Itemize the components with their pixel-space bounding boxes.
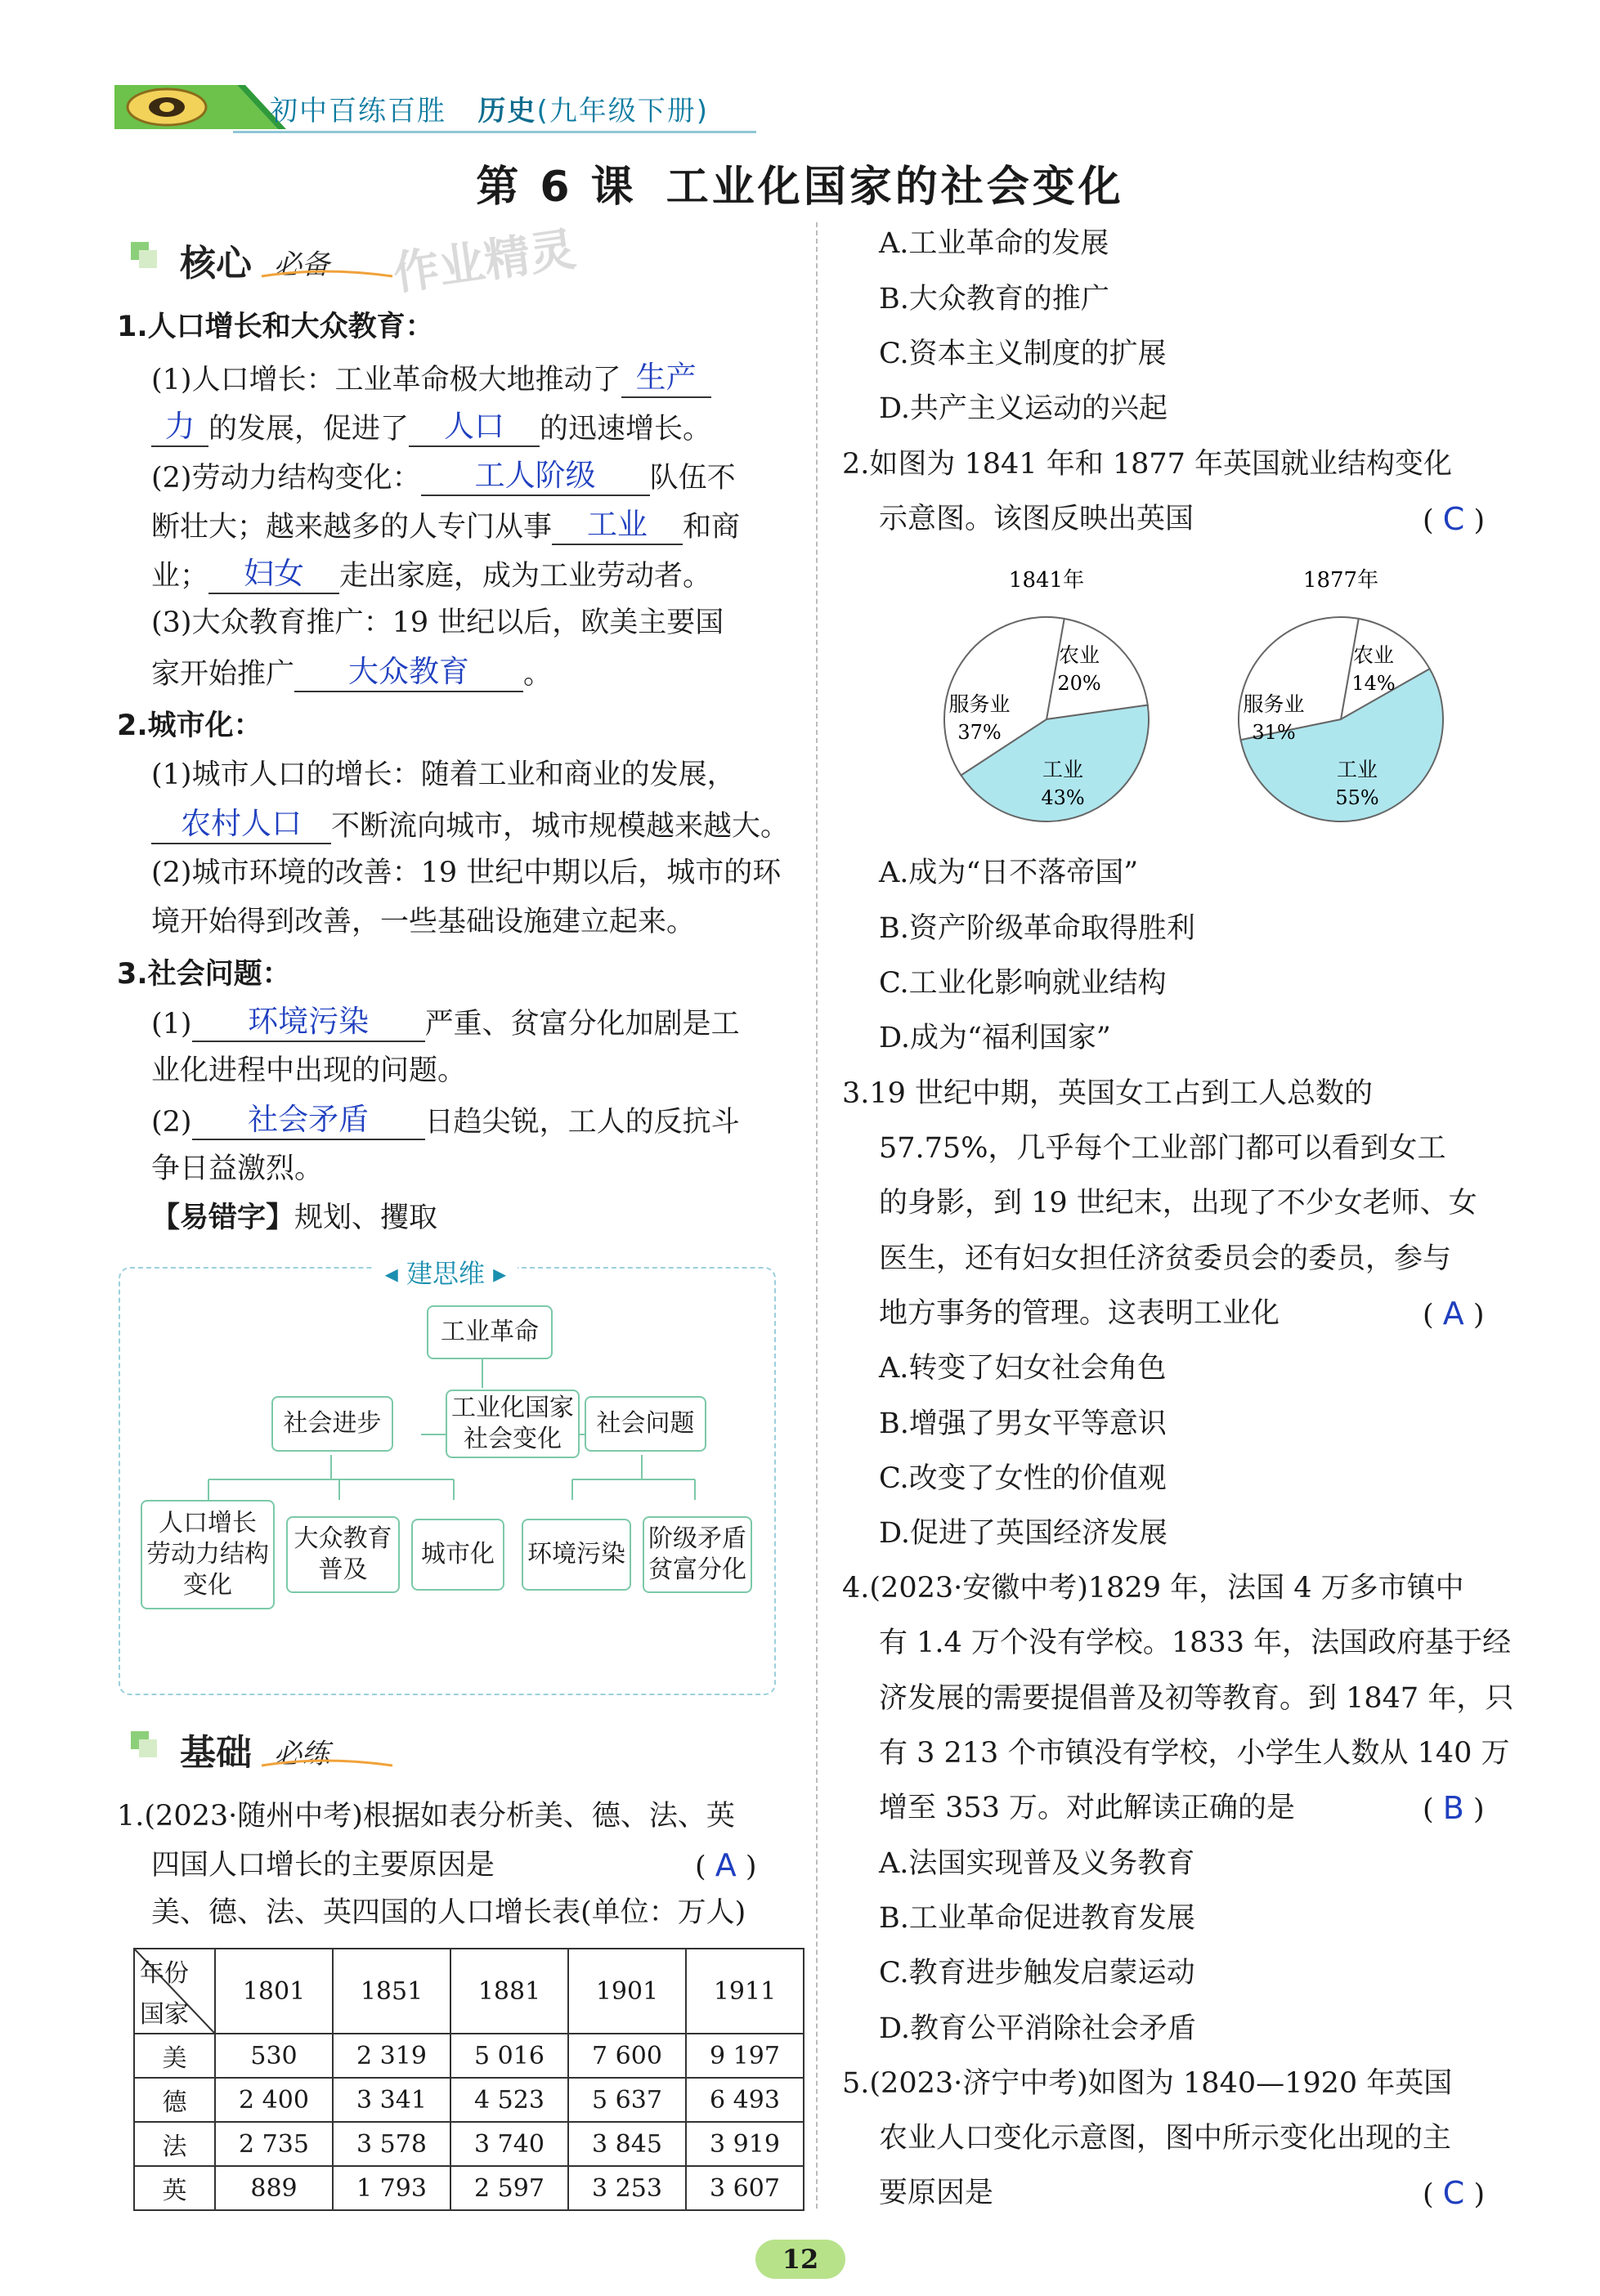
column-divider bbox=[816, 222, 818, 2209]
q4-line: 增至 353 万。对此解读正确的是 bbox=[879, 1792, 1296, 1824]
q2-answer: ( C ) bbox=[1423, 501, 1486, 537]
k3-b2: 争日益激烈。 bbox=[151, 1152, 324, 1185]
table-cell: 2 400 bbox=[215, 2078, 333, 2122]
q1-option-a: A.工业革命的发展 bbox=[879, 227, 1109, 260]
q1-option-b: B.大众教育的推广 bbox=[879, 283, 1109, 316]
k3-a1-end: 严重、贫富分化加剧是工 bbox=[424, 1008, 740, 1041]
k2-a2 bbox=[151, 806, 789, 844]
table-cell: 3 919 bbox=[686, 2122, 804, 2166]
lesson-title bbox=[0, 152, 1600, 213]
k1-b1-text: (2)劳动力结构变化： bbox=[151, 462, 421, 495]
pie-value-label: 14% bbox=[1351, 672, 1396, 695]
section-core-subtitle: 必备 bbox=[274, 248, 329, 281]
pie-value-label: 20% bbox=[1057, 672, 1101, 695]
mindmap-leaf: 环境污染 bbox=[522, 1519, 631, 1591]
q2-option-a: A.成为“日不落帝国” bbox=[879, 857, 1139, 889]
q5-answer-value: C bbox=[1442, 2175, 1465, 2211]
answer-k1-a2b: 人口 bbox=[444, 409, 505, 444]
k1-b2-text: 断壮大；越来越多的人专门从事 bbox=[151, 511, 553, 544]
q2-line2: 示意图。该图反映出英国 bbox=[879, 503, 1194, 535]
mindmap-title-text: 建思维 bbox=[406, 1258, 485, 1289]
k2-a2-text: 不断流向城市，城市规模越来越大。 bbox=[331, 810, 790, 843]
table-row bbox=[134, 2122, 804, 2166]
answer-k1-c2: 大众教育 bbox=[348, 654, 470, 689]
k1-c2-end: 。 bbox=[523, 658, 553, 691]
typo-note bbox=[151, 1200, 437, 1236]
lesson-name: 工业化国家的社会变化 bbox=[666, 163, 1124, 212]
mindmap-title: ◂ 建思维 ▸ bbox=[0, 1253, 891, 1291]
k1-b1 bbox=[151, 458, 736, 496]
mindmap-left: 社会进步 bbox=[271, 1396, 393, 1452]
pie-label: 工业 bbox=[1042, 758, 1084, 781]
q4-line: 4.(2023·安徽中考)1829 年，法国 4 万多市镇中 bbox=[842, 1572, 1464, 1605]
q3-option-c: C.改变了女性的价值观 bbox=[879, 1462, 1167, 1495]
k2-a1: (1)城市人口的增长：随着工业和商业的发展， bbox=[151, 759, 736, 791]
table-header-cell: 1901 bbox=[568, 1949, 686, 2034]
q4-option-d: D.教育公平消除社会矛盾 bbox=[879, 2012, 1196, 2045]
k1-c2-text: 家开始推广 bbox=[151, 658, 295, 691]
mindmap-center: 工业化国家 社会变化 bbox=[446, 1390, 580, 1458]
k1-a1-text: (1)人口增长：工业革命极大地推动了 bbox=[151, 364, 621, 396]
table-cell: 2 597 bbox=[450, 2166, 568, 2210]
header-grade: (九年级下册) bbox=[536, 95, 709, 128]
k3-b1 bbox=[151, 1102, 740, 1140]
pie-value-label: 43% bbox=[1041, 786, 1085, 809]
q4-option-b: B.工业革命促进教育发展 bbox=[879, 1902, 1195, 1935]
table-cell: 889 bbox=[215, 2166, 333, 2210]
corner-bottom: 国家 bbox=[140, 2000, 189, 2029]
q2-option-d: D.成为“福利国家” bbox=[879, 1022, 1111, 1054]
section-core-title: 核心 bbox=[180, 243, 252, 284]
q3-option-d: D.促进了英国经济发展 bbox=[879, 1517, 1168, 1550]
k1-title: 1.人口增长和大众教育： bbox=[117, 311, 434, 343]
answer-k1-b2: 工业 bbox=[587, 507, 648, 542]
q3-line: 57.75%，几乎每个工业部门都可以看到女工 bbox=[879, 1132, 1446, 1165]
q3-line: 3.19 世纪中期，英国女工占到工人总数的 bbox=[842, 1077, 1374, 1110]
section-basic-title: 基础 bbox=[180, 1732, 252, 1774]
section-basic-subtitle: 必练 bbox=[274, 1738, 329, 1770]
q1-line2: 四国人口增长的主要原因是 bbox=[151, 1849, 495, 1882]
table-row bbox=[134, 2034, 804, 2078]
k1-c1: (3)大众教育推广：19 世纪以后，欧美主要国 bbox=[151, 606, 724, 639]
k1-b2-end: 和商 bbox=[683, 511, 741, 544]
table-row bbox=[134, 2078, 804, 2122]
employment-pie-charts bbox=[940, 564, 1472, 826]
q5-line: 农业人口变化示意图，图中所示变化出现的主 bbox=[879, 2122, 1452, 2155]
answer-k2-a2: 农村人口 bbox=[181, 806, 302, 841]
pie-value-label: 31% bbox=[1252, 721, 1296, 744]
swoosh-icon bbox=[258, 1754, 397, 1770]
header-subject: 历史 bbox=[477, 95, 537, 128]
q1-option-d: D.共产主义运动的兴起 bbox=[879, 392, 1168, 425]
q4-line: 有 1.4 万个没有学校。1833 年，法国政府基于经 bbox=[879, 1627, 1512, 1659]
header-book: 初中百练百胜 bbox=[270, 95, 446, 128]
table-cell: 法 bbox=[134, 2122, 215, 2166]
table-cell: 英 bbox=[134, 2166, 215, 2210]
table-header-cell: 1881 bbox=[450, 1949, 568, 2034]
section-icon bbox=[131, 242, 159, 270]
q3-line: 的身影，到 19 世纪末，出现了不少女老师、女 bbox=[879, 1187, 1477, 1220]
q4-option-c: C.教育进步触发启蒙运动 bbox=[879, 1957, 1195, 1989]
q1-answer-value: A bbox=[715, 1847, 737, 1883]
k3-b1-text: (2) bbox=[151, 1106, 192, 1139]
pie-value-label: 37% bbox=[957, 721, 1002, 744]
q2-option-b: B.资产阶级革命取得胜利 bbox=[879, 912, 1195, 945]
q1-answer: ( A ) bbox=[695, 1847, 757, 1883]
q1-option-c: C.资本主义制度的扩展 bbox=[879, 338, 1167, 370]
k2-b1: (2)城市环境的改善：19 世纪中期以后，城市的环 bbox=[151, 857, 782, 889]
q3-option-a: A.转变了妇女社会角色 bbox=[879, 1352, 1167, 1385]
q5-answer: ( C ) bbox=[1423, 2175, 1486, 2211]
table-cell: 9 197 bbox=[686, 2034, 804, 2078]
mindmap-leaf: 阶级矛盾 贫富分化 bbox=[643, 1516, 752, 1593]
pie-label: 农业 bbox=[1352, 643, 1395, 667]
section-icon bbox=[131, 1731, 159, 1759]
k3-a1-text: (1) bbox=[151, 1008, 192, 1041]
pie-title: 1877年 bbox=[1302, 568, 1379, 593]
table-cell: 3 740 bbox=[450, 2122, 568, 2166]
table-header-cell: 1851 bbox=[333, 1949, 450, 2034]
q4-answer-value: B bbox=[1442, 1790, 1464, 1826]
typo-label: 【易错字】 bbox=[151, 1202, 295, 1234]
table-cell: 2 319 bbox=[333, 2034, 450, 2078]
lesson-number: 第 6 课 bbox=[476, 163, 637, 212]
q2-answer-value: C bbox=[1442, 501, 1465, 537]
q4-line: 济发展的需要提倡普及初等教育。到 1847 年，只 bbox=[879, 1682, 1514, 1715]
table-cell: 3 578 bbox=[333, 2122, 450, 2166]
q3-line: 地方事务的管理。这表明工业化 bbox=[879, 1297, 1280, 1330]
k3-a2: 业化进程中出现的问题。 bbox=[151, 1054, 467, 1087]
pie-label: 服务业 bbox=[948, 692, 1011, 716]
answer-k1-a2a: 力 bbox=[164, 409, 195, 444]
pie-label: 服务业 bbox=[1243, 692, 1305, 716]
header-underline bbox=[233, 131, 756, 133]
q2-option-c: C.工业化影响就业结构 bbox=[879, 967, 1167, 1000]
k1-b3-end: 走出家庭，成为工业劳动者。 bbox=[339, 560, 712, 593]
table-corner bbox=[134, 1949, 215, 2034]
table-cell: 4 523 bbox=[450, 2078, 568, 2122]
answer-k1-b1: 工人阶级 bbox=[474, 458, 596, 493]
pie-label: 工业 bbox=[1336, 758, 1378, 781]
q4-answer: ( B ) bbox=[1423, 1790, 1485, 1826]
population-table bbox=[133, 1948, 804, 2211]
answer-k3-a1: 环境污染 bbox=[248, 1004, 370, 1039]
pie-value-label: 55% bbox=[1335, 786, 1379, 809]
header-title bbox=[270, 88, 709, 128]
table-cell: 德 bbox=[134, 2078, 215, 2122]
mindmap-root: 工业革命 bbox=[427, 1305, 553, 1359]
book-logo-icon bbox=[116, 83, 231, 131]
mindmap-leaf: 城市化 bbox=[411, 1519, 504, 1591]
k3-a1 bbox=[151, 1004, 740, 1042]
q3-answer-value: A bbox=[1442, 1296, 1464, 1332]
k3-title: 3.社会问题： bbox=[117, 958, 291, 991]
table-cell: 1 793 bbox=[333, 2166, 450, 2210]
k1-a1 bbox=[151, 360, 711, 398]
table-header-cell: 1911 bbox=[686, 1949, 804, 2034]
page-number: 12 bbox=[755, 2240, 845, 2279]
answer-k1-a1: 生产 bbox=[635, 360, 697, 395]
k2-b2: 境开始得到改善，一些基础设施建立起来。 bbox=[151, 906, 696, 938]
table-cell: 6 493 bbox=[686, 2078, 804, 2122]
table-cell: 2 735 bbox=[215, 2122, 333, 2166]
k3-b1-end: 日趋尖锐，工人的反抗斗 bbox=[424, 1106, 740, 1139]
q1-line3: 美、德、法、英四国的人口增长表(单位：万人) bbox=[151, 1896, 746, 1929]
k1-a2-end: 的迅速增长。 bbox=[540, 413, 712, 445]
table-cell: 3 607 bbox=[686, 2166, 804, 2210]
table-cell: 3 845 bbox=[568, 2122, 686, 2166]
mindmap-leaf: 人口增长 劳动力结构 变化 bbox=[141, 1500, 275, 1609]
k1-b1-end: 队伍不 bbox=[649, 462, 736, 495]
mindmap-right: 社会问题 bbox=[585, 1396, 706, 1452]
table-cell: 美 bbox=[134, 2034, 215, 2078]
section-basic-header bbox=[131, 1723, 621, 1772]
corner-top: 年份 bbox=[140, 1959, 189, 1988]
k2-title: 2.城市化： bbox=[117, 709, 262, 742]
q2-line1: 2.如图为 1841 年和 1877 年英国就业结构变化 bbox=[842, 448, 1453, 481]
k1-b3 bbox=[151, 556, 711, 594]
watermark: 作业精灵 bbox=[390, 222, 580, 302]
q3-line: 医生，还有妇女担任济贫委员会的委员，参与 bbox=[879, 1242, 1452, 1275]
mindmap-leaf: 大众教育 普及 bbox=[286, 1516, 400, 1593]
q4-option-a: A.法国实现普及义务教育 bbox=[879, 1847, 1195, 1880]
answer-k3-b1: 社会矛盾 bbox=[248, 1102, 370, 1137]
table-header-row bbox=[134, 1949, 804, 2034]
table-cell: 5 016 bbox=[450, 2034, 568, 2078]
q4-line: 有 3 213 个市镇没有学校，小学生人数从 140 万 bbox=[879, 1737, 1510, 1770]
table-cell: 3 341 bbox=[333, 2078, 450, 2122]
answer-k1-b3: 妇女 bbox=[244, 556, 305, 591]
table-cell: 530 bbox=[215, 2034, 333, 2078]
k1-c2 bbox=[151, 654, 552, 692]
q5-line: 要原因是 bbox=[879, 2177, 994, 2209]
table-cell: 3 253 bbox=[568, 2166, 686, 2210]
q1-line1: 1.(2023·随州中考)根据如表分析美、德、法、英 bbox=[117, 1800, 735, 1833]
pie-label: 农业 bbox=[1058, 643, 1100, 667]
swoosh-icon bbox=[258, 265, 397, 281]
pie-title: 1841年 bbox=[1008, 568, 1085, 593]
k1-a2-text: 的发展，促进了 bbox=[208, 413, 410, 445]
table-row bbox=[134, 2166, 804, 2210]
q5-line: 5.(2023·济宁中考)如图为 1840—1920 年英国 bbox=[842, 2067, 1453, 2100]
table-cell: 7 600 bbox=[568, 2034, 686, 2078]
typo-text: 规划、攫取 bbox=[294, 1202, 438, 1234]
k1-b2 bbox=[151, 507, 740, 545]
table-cell: 5 637 bbox=[568, 2078, 686, 2122]
table-header-cell: 1801 bbox=[215, 1949, 333, 2034]
q3-option-b: B.增强了男女平等意识 bbox=[879, 1408, 1167, 1440]
k1-a2 bbox=[151, 409, 711, 447]
q3-answer: ( A ) bbox=[1423, 1296, 1485, 1332]
k1-b3-text: 业； bbox=[151, 560, 209, 593]
